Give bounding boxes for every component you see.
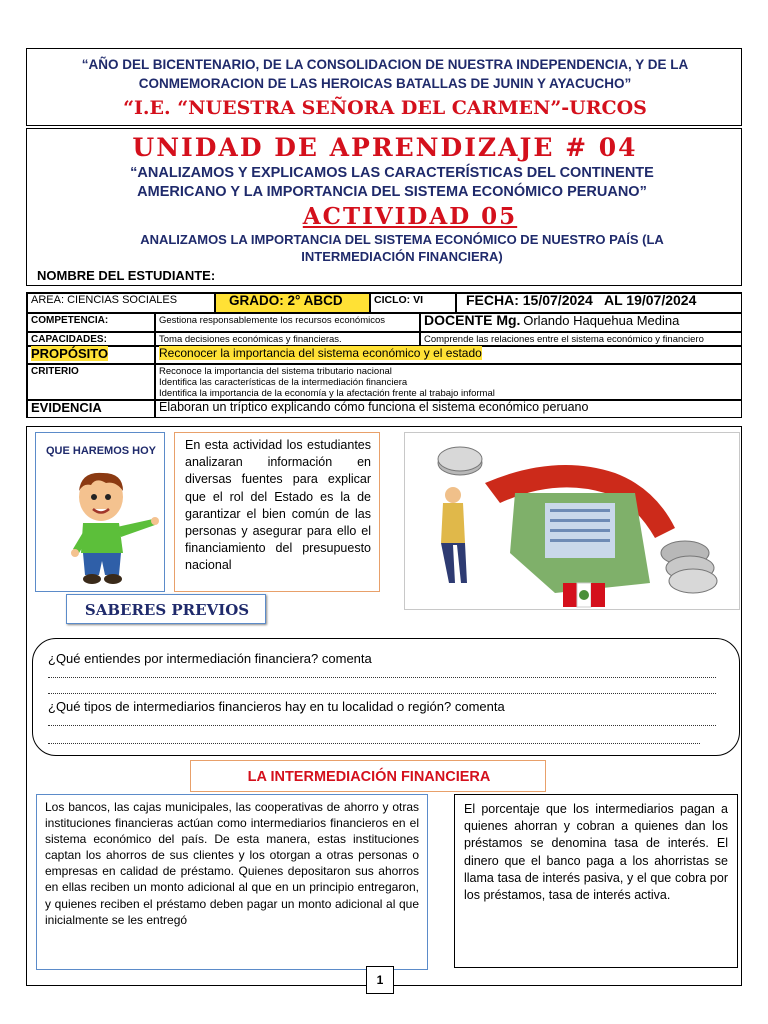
fecha-cell: [456, 293, 742, 313]
page-number: 1: [376, 973, 384, 987]
capacidades-label: CAPACIDADES:: [31, 334, 107, 345]
unit-subtitle-2: AMERICANO Y LA IMPORTANCIA DEL SISTEMA ECONÓMICO PERUANO”: [137, 184, 647, 200]
ciclo-cell: [370, 293, 456, 313]
evidencia-label: EVIDENCIA: [31, 400, 102, 415]
criterio-1: Reconoce la importancia del sistema tributario nacional: [159, 366, 392, 377]
header-box: [26, 48, 742, 126]
capacidades-label-cell: [27, 332, 155, 346]
criterio-3: Identifica la importancia de la economía y la afectación frente al trabajo informal: [159, 388, 495, 399]
intermediacion-left-text: Los bancos, las cajas municipales, las cooperativas de ahorro y otras instituciones financieras actúan como intermediarios financieros en el sistema económico del país. De esta manera, estas instituciones captan los ahorros de sus clientes y los otorgan a otras personas o empresas en calidad de préstamo. Quienes depositaron sus ahorros en ellas reciben un monto adicional al que en un principio entregaron, y quienes reciben el préstamo deben pagar un monto adicional al que inicialmente se les entregó: [45, 800, 419, 927]
docente-cell: [420, 313, 742, 332]
header-line1: “AÑO DEL BICENTENARIO, DE LA CONSOLIDACION DE NUESTRA INDEPENDENCIA, Y DE LA: [81, 57, 689, 72]
intermediacion-right-box: [454, 794, 738, 968]
competencia-text: Gestiona responsablemente los recursos económicos: [159, 315, 386, 326]
intermediacion-title-box: [190, 760, 546, 792]
criterio-2: Identifica las características de la intermediación financiera: [159, 377, 408, 388]
capacidad-2: Comprende las relaciones entre el sistema económico y financiero: [424, 334, 704, 345]
competencia-label: COMPETENCIA:: [31, 315, 109, 326]
evidencia-text: Elaboran un tríptico explicando cómo funciona el sistema económico peruano: [159, 400, 589, 414]
student-name-label: NOMBRE DEL ESTUDIANTE:: [37, 268, 216, 283]
criterio-cell: [155, 364, 742, 400]
capacidad-1: Toma decisiones económicas y financieras.: [159, 334, 342, 345]
competencia-cell: [155, 313, 420, 332]
grado-cell: [215, 293, 370, 313]
criterio-label-cell: [27, 364, 155, 400]
proposito-label: PROPÓSITO: [31, 346, 109, 361]
unit-box: [26, 128, 742, 286]
answer-line-2[interactable]: [48, 687, 716, 694]
economy-image: [405, 433, 741, 611]
proposito-cell: [155, 346, 742, 364]
activity-desc-1: ANALIZAMOS LA IMPORTANCIA DEL SISTEMA ECONÓMICO DE NUESTRO PAÍS (LA: [140, 232, 664, 247]
fecha-label: FECHA: 15/07/2024 AL 19/07/2024: [466, 292, 697, 308]
page-number-box: [366, 966, 394, 994]
evidencia-label-cell: [27, 400, 155, 418]
header-line2: CONMEMORACION DE LAS HEROICAS BATALLAS DE JUNIN Y AYACUCHO”: [138, 76, 632, 91]
economy-illustration: [404, 432, 740, 610]
intermediacion-title: LA INTERMEDIACIÓN FINANCIERA: [247, 769, 491, 785]
answer-line-3[interactable]: [48, 719, 716, 726]
que-haremos-label: QUE HAREMOS HOY: [46, 445, 157, 457]
capacidad-1-cell: [155, 332, 420, 346]
intro-box: [174, 432, 380, 592]
docente-label: DOCENTE Mg.: [424, 312, 521, 328]
proposito-label-cell: [27, 346, 155, 364]
activity-title: ACTIVIDAD 05: [302, 203, 518, 230]
saberes-title-box: [66, 594, 266, 624]
grado-label: GRADO: 2° ABCD: [229, 293, 343, 308]
activity-desc-2: INTERMEDIACIÓN FINANCIERA): [301, 249, 503, 264]
ciclo-label: CICLO: VI: [374, 294, 423, 306]
boy-pointing-illustration: [61, 469, 161, 589]
area-label: AREA: CIENCIAS SOCIALES: [31, 294, 178, 306]
que-haremos-box: [35, 432, 165, 592]
unit-title: UNIDAD DE APRENDIZAJE # 04: [132, 133, 638, 162]
question-2: ¿Qué tipos de intermediarios financieros hay en tu localidad o región? comenta: [48, 699, 505, 714]
answer-line-4[interactable]: [48, 737, 700, 744]
intermediacion-right-text: El porcentaje que los intermediarios pagan a quienes ahorran y cobran a quienes dan los préstamos se denomina tasa de interés. El dinero que el banco paga a los ahorristas se llama tasa de interés pasiva, y el que cobra por los préstamos, tasa de interés activa.: [464, 802, 728, 903]
answer-line-1[interactable]: [48, 671, 716, 678]
proposito-text: Reconocer la importancia del sistema económico y el estado: [159, 346, 482, 360]
competencia-label-cell: [27, 313, 155, 332]
evidencia-cell: [155, 400, 742, 418]
area-cell: [27, 293, 215, 313]
intermediacion-left-box: [36, 794, 428, 970]
intro-text: En esta actividad los estudiantes analizaran información en diversas fuentes para explicar que el rol del Estado es la de garantizar el bien común de las personas y asegurar para ello el financiamiento del presupuesto nacional: [185, 438, 371, 573]
question-1: ¿Qué entiendes por intermediación financiera? comenta: [48, 651, 372, 666]
school-name: “I.E. “NUESTRA SEÑORA DEL CARMEN”-URCOS: [123, 97, 647, 119]
criterio-label: CRITERIO: [31, 366, 79, 377]
unit-subtitle-1: “ANALIZAMOS Y EXPLICAMOS LAS CARACTERÍSTICAS DEL CONTINENTE: [130, 165, 654, 181]
capacidad-2-cell: [420, 332, 742, 346]
docente-name: Orlando Haquehua Medina: [523, 313, 680, 328]
saberes-title: SABERES PREVIOS: [84, 601, 250, 619]
